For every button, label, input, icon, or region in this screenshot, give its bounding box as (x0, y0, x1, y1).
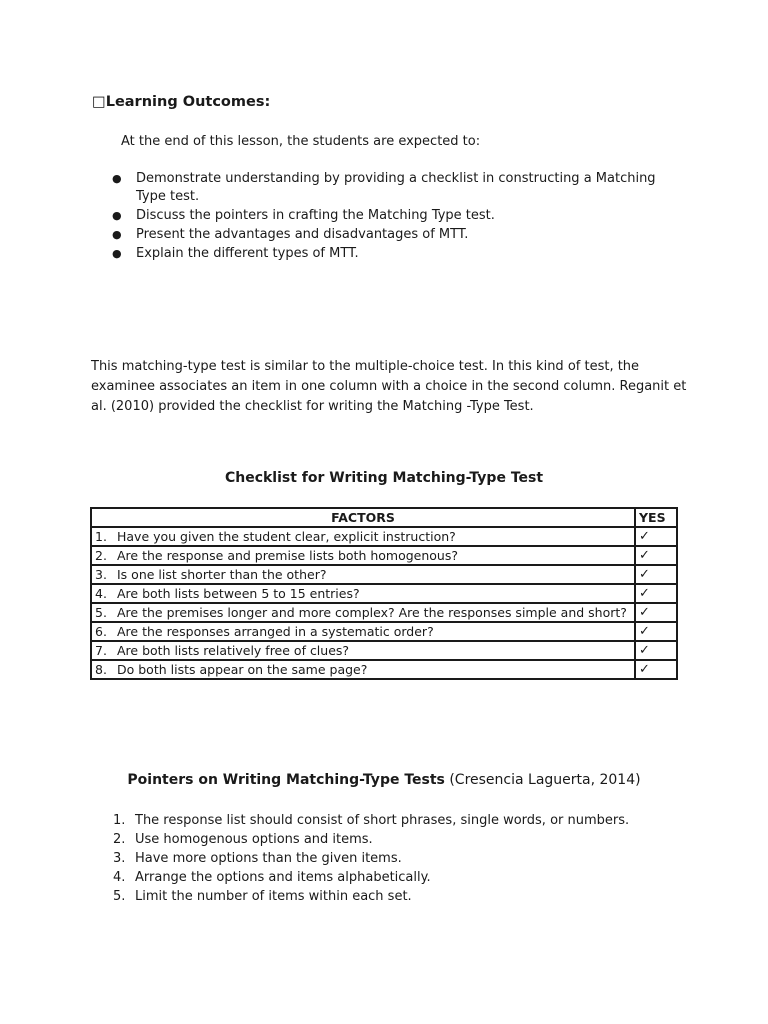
factor-cell (91, 527, 635, 546)
row-number: 6. (95, 624, 107, 639)
factor-text: Are both lists relatively free of clues? (117, 643, 350, 658)
bullet-icon: ● (112, 247, 122, 260)
list-item (110, 226, 670, 244)
bullet-icon: ● (112, 209, 122, 222)
factor-text: Have you given the student clear, explicit instruction? (117, 529, 456, 544)
item-number: 5. (113, 889, 126, 904)
list-item-text: Limit the number of items within each set. (135, 889, 412, 904)
factor-cell (91, 622, 635, 641)
list-item-text: Have more options than the given items. (135, 851, 402, 866)
row-number: 1. (95, 529, 107, 544)
pointers-list (113, 811, 673, 906)
check-mark-icon: ✓ (635, 584, 677, 603)
row-number: 7. (95, 643, 107, 658)
list-item-text: Use homogenous options and items. (135, 832, 373, 847)
item-number: 1. (113, 813, 126, 828)
list-item (113, 811, 673, 830)
list-item (110, 207, 670, 225)
factor-text: Do both lists appear on the same page? (117, 662, 368, 677)
table-row (91, 603, 677, 622)
list-item (110, 245, 670, 263)
factor-cell (91, 546, 635, 565)
table-row (91, 584, 677, 603)
outcomes-list (110, 170, 670, 264)
bullet-icon: ● (112, 172, 122, 185)
factors-header: FACTORS (91, 508, 635, 527)
checklist-title: Checklist for Writing Matching-Type Test (224, 470, 544, 486)
factor-text: Are both lists between 5 to 15 entries? (117, 586, 360, 601)
list-item-text: The response list should consist of short phrases, single words, or numbers. (135, 813, 630, 828)
table-row (91, 527, 677, 546)
learning-outcomes-heading: □Learning Outcomes: (92, 94, 271, 110)
factor-cell (91, 660, 635, 679)
table-row (91, 622, 677, 641)
check-mark-icon: ✓ (635, 603, 677, 622)
list-item-text: Demonstrate understanding by providing a checklist in constructing a Matching Type test. (136, 171, 656, 204)
list-item (113, 830, 673, 849)
list-item-text: Discuss the pointers in crafting the Matching Type test. (136, 208, 495, 223)
check-mark-icon: ✓ (635, 622, 677, 641)
factor-cell (91, 565, 635, 584)
row-number: 2. (95, 548, 107, 563)
row-number: 8. (95, 662, 107, 677)
factor-text: Are the response and premise lists both homogenous? (117, 548, 459, 563)
list-item-text: Arrange the options and items alphabetically. (135, 870, 431, 885)
bullet-icon: ● (112, 228, 122, 241)
factor-cell (91, 641, 635, 660)
row-number: 5. (95, 605, 107, 620)
yes-header: YES (635, 508, 677, 527)
factor-text: Are the responses arranged in a systematic order? (117, 624, 434, 639)
check-mark-icon: ✓ (635, 527, 677, 546)
factor-text: Is one list shorter than the other? (117, 567, 327, 582)
list-item (113, 887, 673, 906)
row-number: 3. (95, 567, 107, 582)
check-mark-icon: ✓ (635, 641, 677, 660)
intro-text: At the end of this lesson, the students are expected to: (121, 134, 481, 149)
table-header-row (91, 508, 677, 527)
item-number: 2. (113, 832, 126, 847)
list-item (113, 868, 673, 887)
pointers-citation: (Cresencia Laguerta, 2014) (444, 772, 641, 788)
pointers-title-bold: Pointers on Writing Matching-Type Tests (127, 772, 445, 788)
list-item-text: Explain the different types of MTT. (136, 246, 359, 261)
check-mark-icon: ✓ (635, 546, 677, 565)
check-mark-icon: ✓ (635, 660, 677, 679)
intro-paragraph: This matching-type test is similar to the multiple-choice test. In this kind of test, the examinee associates an item in one column with a choice in the second column. Reganit et al. (2010) provided the checklist for writing the Matching -Type Test. (91, 359, 687, 414)
table-row (91, 641, 677, 660)
table-row (91, 660, 677, 679)
checklist-table (90, 507, 678, 680)
item-number: 4. (113, 870, 126, 885)
list-item (113, 849, 673, 868)
factor-text: Are the premises longer and more complex? Are the responses simple and short? (117, 605, 627, 620)
list-item-text: Present the advantages and disadvantages of MTT. (136, 227, 469, 242)
table-row (91, 546, 677, 565)
item-number: 3. (113, 851, 126, 866)
list-item (110, 170, 670, 206)
factor-cell (91, 603, 635, 622)
factor-cell (91, 584, 635, 603)
pointers-title (0, 772, 768, 788)
row-number: 4. (95, 586, 107, 601)
table-row (91, 565, 677, 584)
check-mark-icon: ✓ (635, 565, 677, 584)
